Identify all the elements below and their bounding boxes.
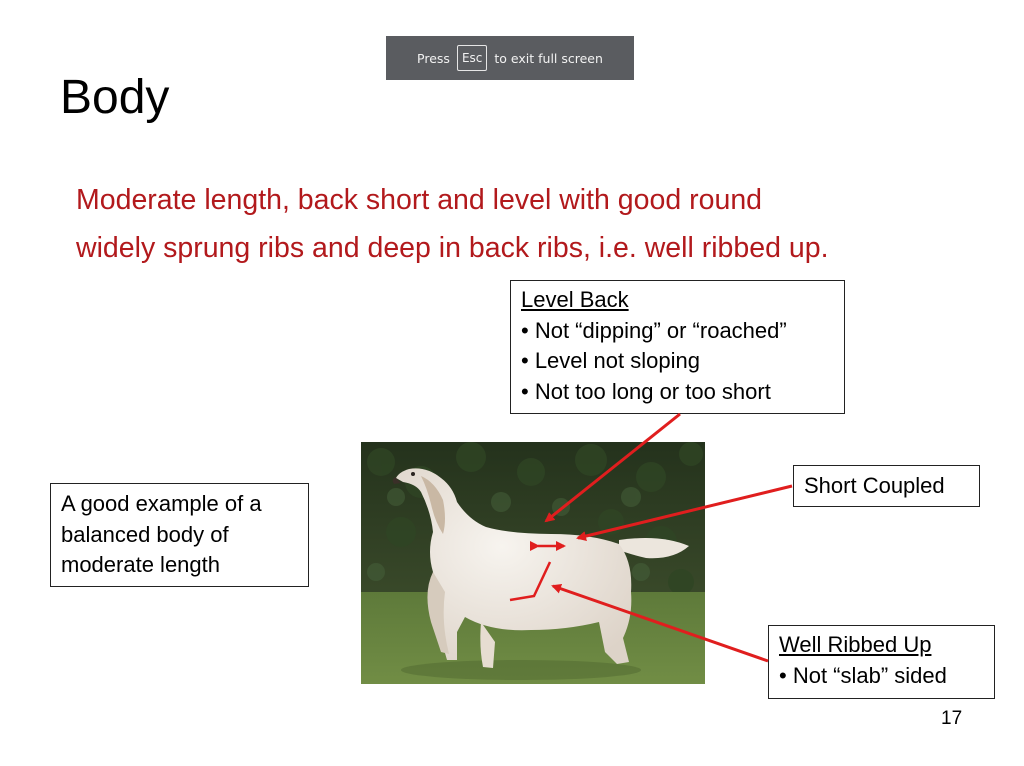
- level-back-heading: Level Back: [521, 287, 629, 312]
- esc-key-icon[interactable]: Esc: [457, 45, 487, 71]
- level-back-bullet-3: • Not too long or too short: [521, 378, 771, 404]
- level-back-bullet-1: • Not “dipping” or “roached”: [521, 317, 787, 343]
- english-setter-photo: [361, 442, 705, 684]
- slide-title: Body: [60, 71, 170, 124]
- subtitle-line-2: widely sprung ribs and deep in back ribs, i.e. well ribbed up.: [76, 232, 829, 264]
- page-number: 17: [941, 708, 963, 729]
- well-ribbed-bullet-1: • Not “slab” sided: [779, 662, 947, 688]
- short-coupled-callout: [793, 465, 980, 507]
- level-back-callout: [510, 280, 845, 414]
- well-ribbed-callout: [768, 625, 995, 699]
- subtitle-line-1: Moderate length, back short and level with good round: [76, 184, 763, 216]
- example-line-3: moderate length: [61, 552, 220, 577]
- example-line-1: A good example of a: [61, 491, 262, 516]
- fullscreen-exit-banner: [386, 36, 634, 80]
- well-ribbed-heading: Well Ribbed Up: [779, 632, 932, 657]
- example-line-2: balanced body of: [61, 521, 229, 547]
- example-callout: [50, 483, 309, 587]
- level-back-bullet-2: • Level not sloping: [521, 348, 700, 373]
- short-coupled-label: Short Coupled: [804, 473, 945, 498]
- banner-press-text: Press: [417, 50, 450, 66]
- slide-subtitle: [76, 176, 1016, 272]
- banner-suffix-text: to exit full screen: [494, 50, 603, 66]
